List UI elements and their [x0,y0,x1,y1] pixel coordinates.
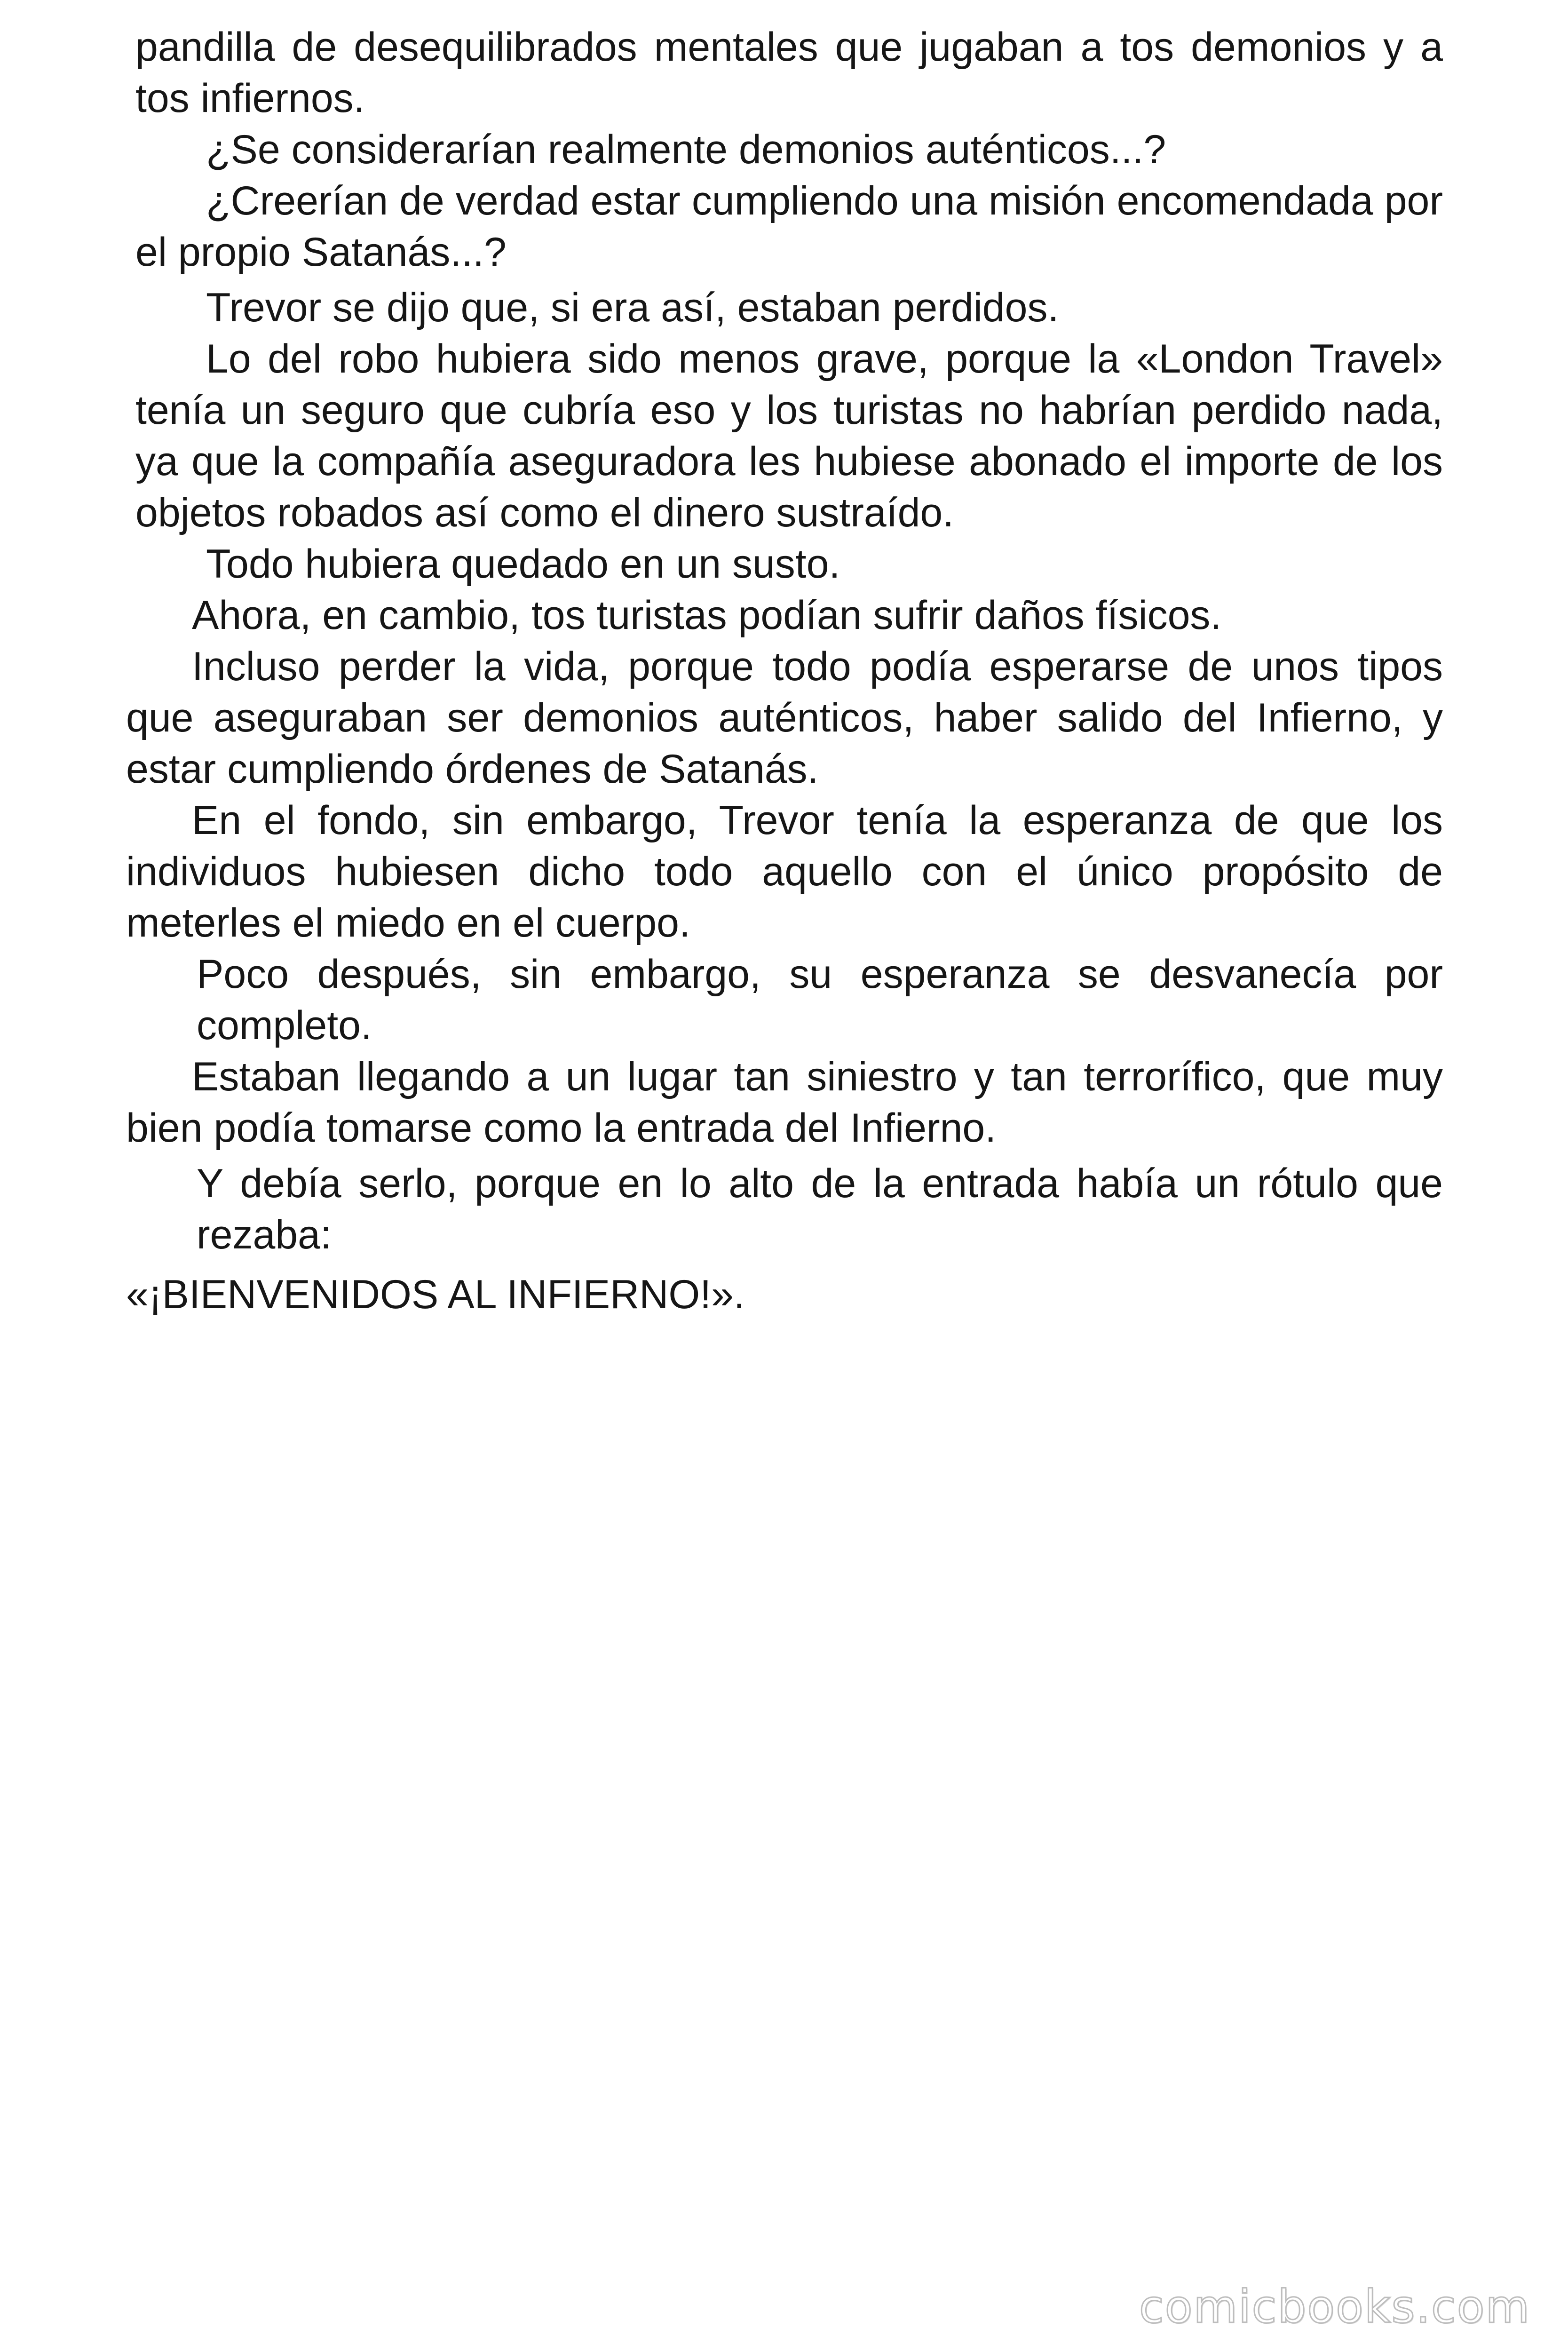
paragraph-7: Ahora, en cambio, tos turistas podían sufrir daños físicos. [192,593,1222,638]
paragraph-1: pandilla de desequilibrados mentales que jugaban a tos demonios y a tos infiernos. [135,24,1443,121]
paragraph-2: ¿Se considerarían realmente demonios auténticos...? [206,127,1166,172]
paragraph-6: Todo hubiera quedado en un susto. [206,541,840,587]
paragraph-10: Poco después, sin embargo, su esperanza se desvanecía por completo. [197,952,1443,1048]
site-watermark: comicbooks.com [1139,2280,1530,2333]
body-text [126,22,1443,1320]
paragraph-4: Trevor se dijo que, si era así, estaban perdidos. [206,285,1059,330]
paragraph-9: En el fondo, sin embargo, Trevor tenía la esperanza de que los individuos hubiesen dicho todo aquello con el único propósito de meterles el miedo en el cuerpo. [126,798,1443,946]
paragraph-8: Incluso perder la vida, porque todo podía esperarse de unos tipos que aseguraban ser demonios auténticos, haber salido del Infierno, y estar cumpliendo órdenes de Satanás. [126,644,1443,792]
paragraph-5: Lo del robo hubiera sido menos grave, porque la «London Travel» tenía un seguro que cubría eso y los turistas no habrían perdido nada, ya que la compañía aseguradora les hubiese abonado el importe de los objetos robados así como el dinero sustraído. [135,336,1443,535]
paragraph-3: ¿Creerían de verdad estar cumpliendo una misión encomendada por el propio Satanás...? [135,178,1443,275]
paragraph-12: Y debía serlo, porque en lo alto de la entrada había un rótulo que rezaba: [197,1161,1443,1257]
closing-sign-text: «¡BIENVENIDOS AL INFIERNO!». [126,1272,745,1317]
paragraph-11: Estaban llegando a un lugar tan siniestro y tan terrorífico, que muy bien podía tomarse como la entrada del Infierno. [126,1054,1443,1151]
